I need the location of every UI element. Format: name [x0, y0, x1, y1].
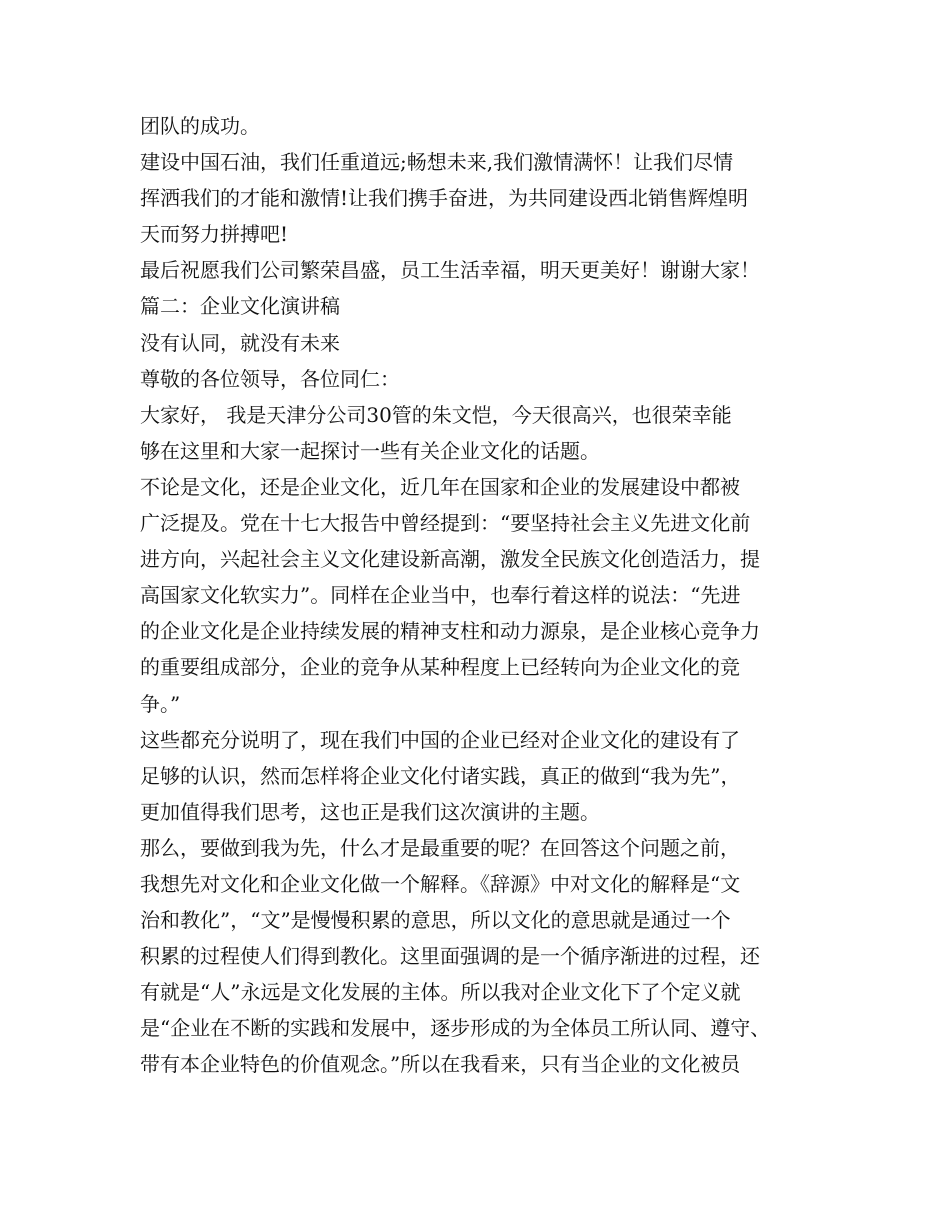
text-line: 争。”: [140, 691, 181, 716]
text-line: 进方向，兴起社会主义文化建设新高潮，激发全民族文化创造活力，提: [140, 547, 760, 572]
text-line: 足够的认识，然而怎样将企业文化付诸实践，真正的做到“我为先”，: [140, 763, 741, 788]
text-line: 够在这里和大家一起探讨一些有关企业文化的话题。: [140, 438, 600, 463]
section-heading: 篇二：企业文化演讲稿: [140, 294, 340, 319]
text-line: 积累的过程使人们得到教化。这里面强调的是一个循序渐进的过程，还: [140, 944, 760, 969]
text-line: 我想先对文化和企业文化做一个解释。《辞源》中对文化的解释是“文: [140, 871, 741, 896]
speech-title: 没有认同，就没有未来: [140, 330, 340, 355]
text-line: 不论是文化，还是企业文化，近几年在国家和企业的发展建设中都被: [140, 474, 740, 499]
text-line: 挥洒我们的才能和激情!让我们携手奋进，为共同建设西北销售辉煌明: [140, 186, 749, 211]
text-line: 广泛提及。党在十七大报告中曾经提到：“要坚持社会主义先进文化前: [140, 511, 751, 536]
text-line: 建设中国石油，我们任重道远;畅想未来,我们激情满怀！让我们尽情: [140, 150, 734, 175]
text-line: 最后祝愿我们公司繁荣昌盛，员工生活幸福，明天更美好！谢谢大家！: [140, 258, 760, 283]
text-line: 更加值得我们思考，这也正是我们这次演讲的主题。: [140, 799, 600, 824]
text-line: 高国家文化软实力”。同样在企业当中，也奉行着这样的说法：“先进: [140, 583, 741, 608]
text-line: 这些都充分说明了，现在我们中国的企业已经对企业文化的建设有了: [140, 727, 740, 752]
text-line: 的重要组成部分，企业的竞争从某种程度上已经转向为企业文化的竞: [140, 655, 740, 680]
text-line: 团队的成功。: [140, 114, 260, 138]
text-line: 带有本企业特色的价值观念。”所以在我看来，只有当企业的文化被员: [140, 1052, 741, 1077]
text-line: 那么，要做到我为先，什么才是最重要的呢？在回答这个问题之前，: [140, 835, 740, 860]
text-line: 天而努力拼搏吧!: [140, 222, 289, 247]
text-line: 大家好， 我是天津分公司30管的朱文恺，今天很高兴，也很荣幸能: [140, 402, 732, 427]
text-line: 的企业文化是企业持续发展的精神支柱和动力源泉，是企业核心竞争力: [140, 619, 760, 644]
text-line: 治和教化”，“文”是慢慢积累的意思，所以文化的意思就是通过一个: [140, 908, 731, 933]
text-line: 有就是“人”永远是文化发展的主体。所以我对企业文化下了个定义就: [140, 980, 741, 1005]
text-line: 是“企业在不断的实践和发展中，逐步形成的为全体员工所认同、遵守、: [140, 1016, 771, 1041]
document-page: [140, 108, 830, 1083]
salutation: 尊敬的各位领导，各位同仁：: [140, 366, 400, 391]
